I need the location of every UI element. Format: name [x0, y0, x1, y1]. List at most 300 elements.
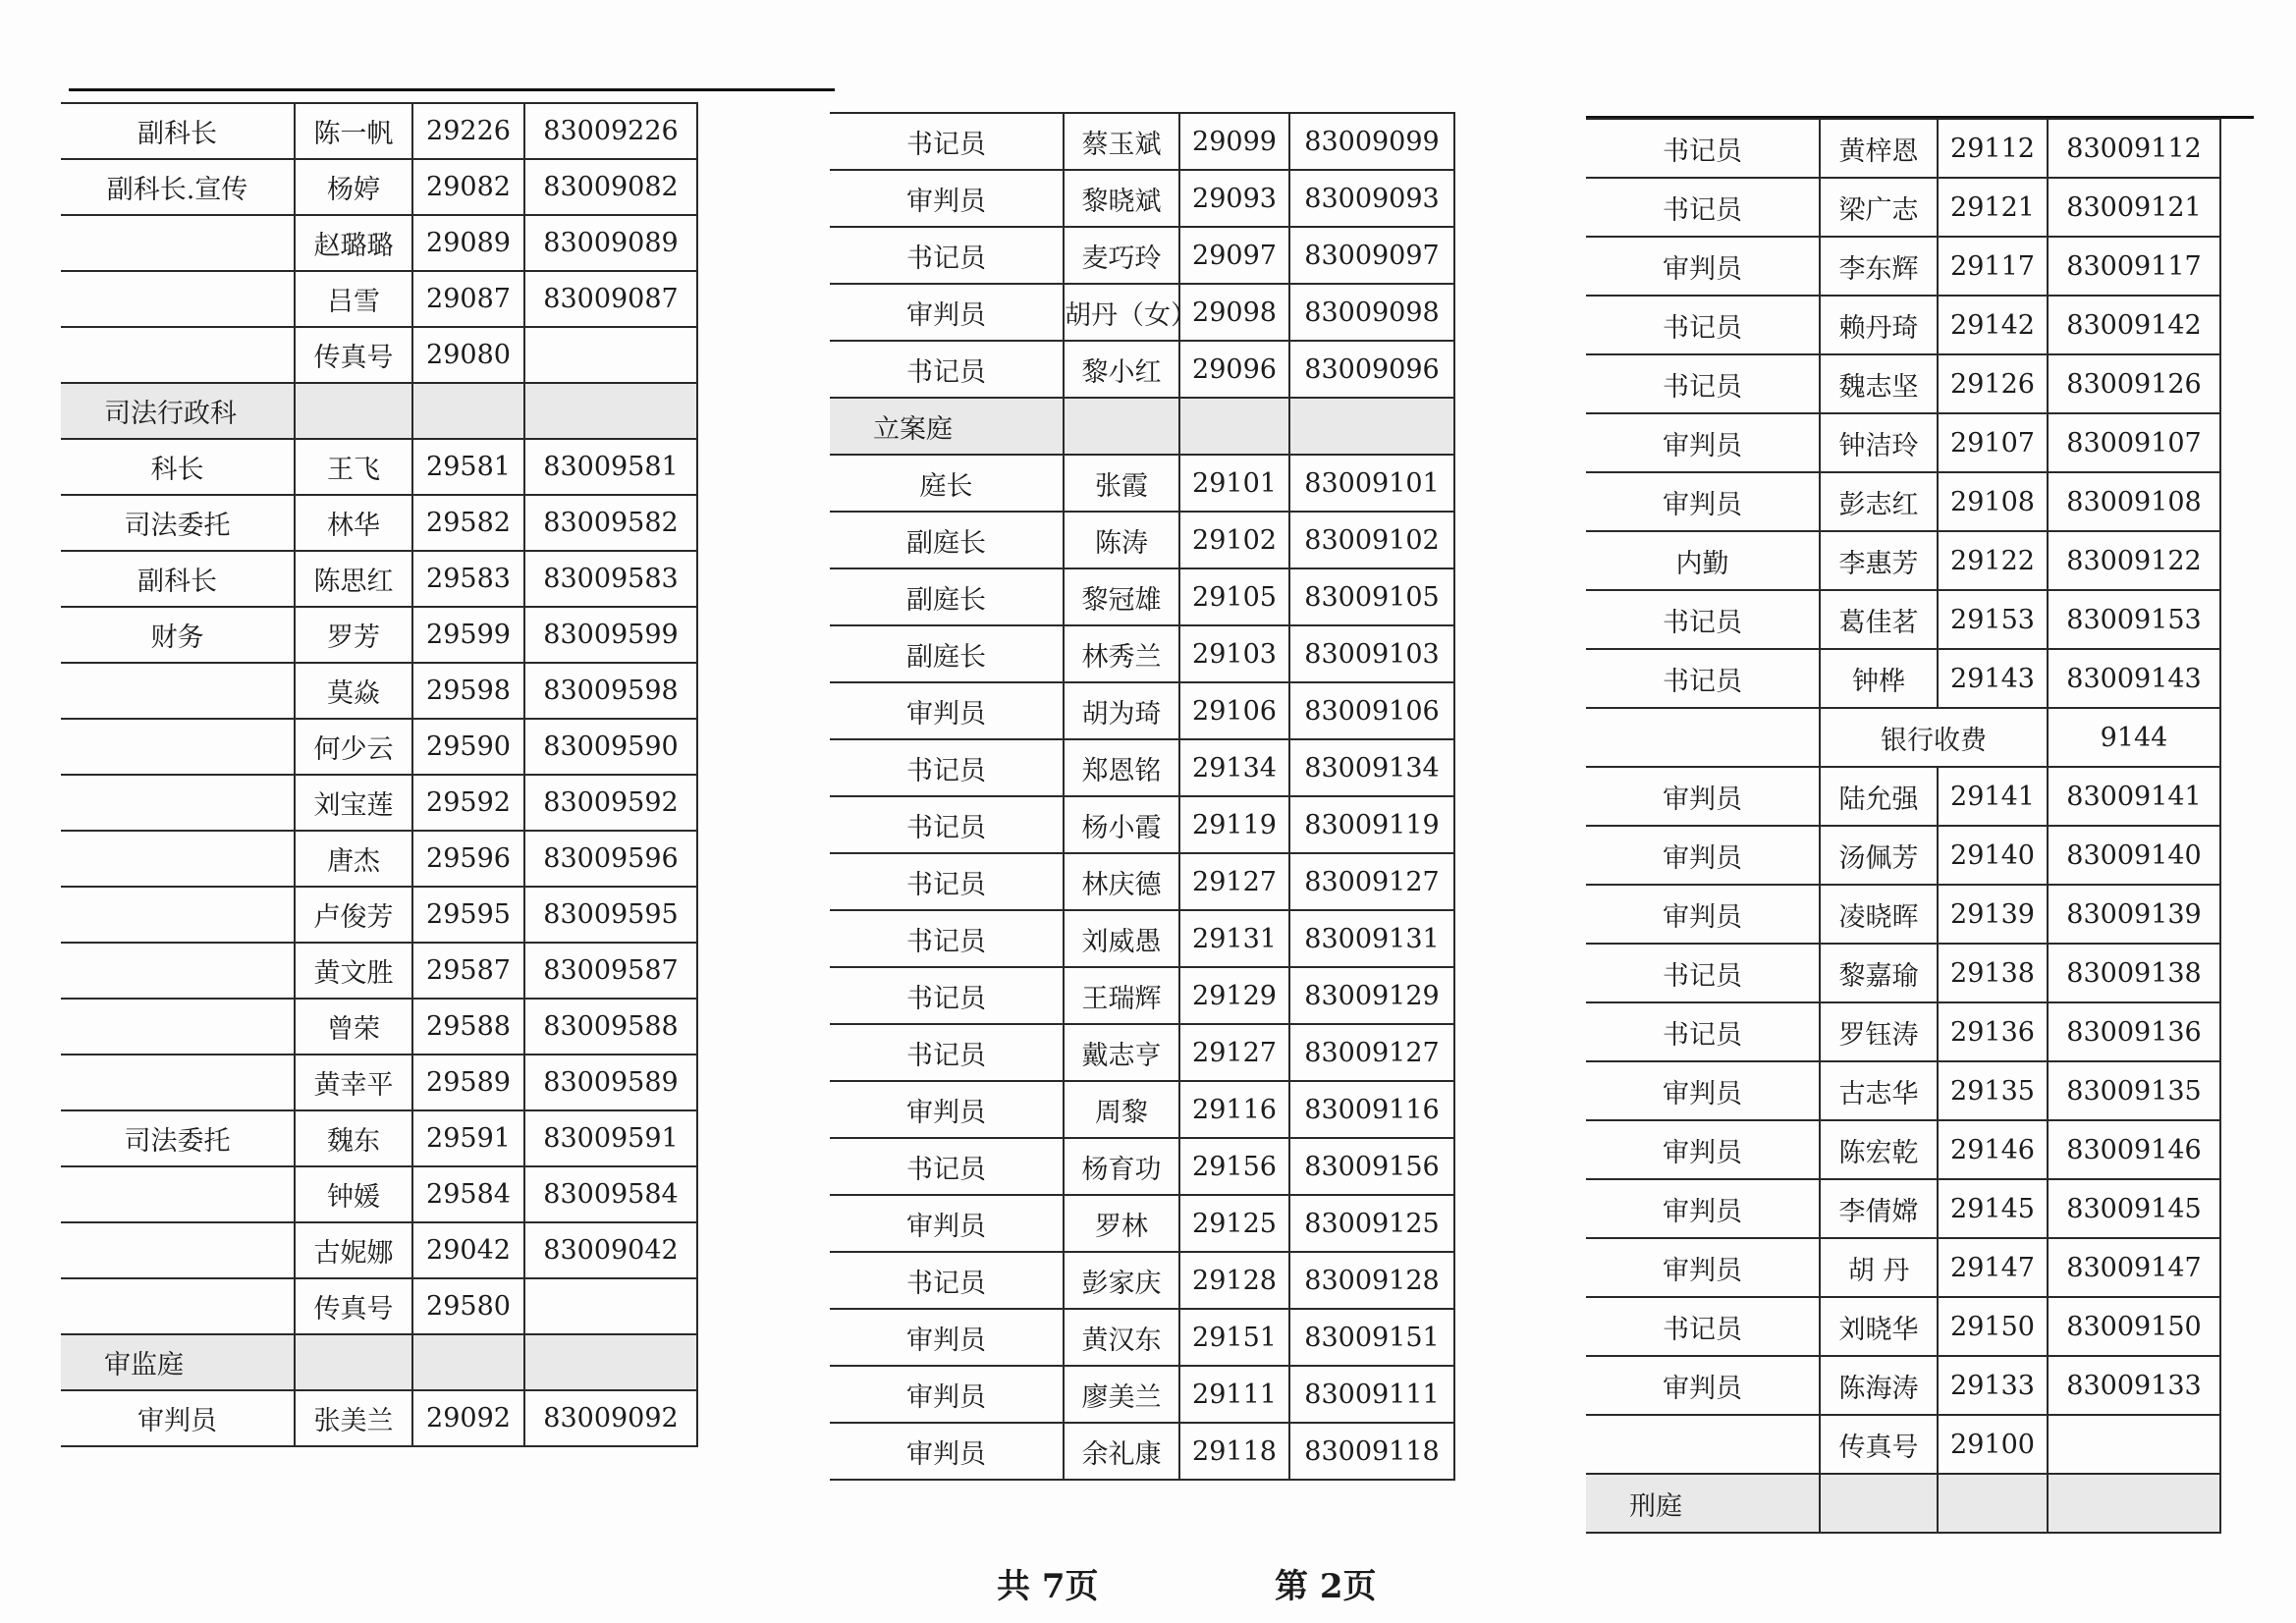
cell-ext: 29127	[1179, 853, 1289, 910]
cell-role: 司法委托	[61, 495, 295, 551]
cell-role	[61, 271, 295, 327]
cell-ext: 29100	[1938, 1415, 2048, 1474]
cell-name: 张美兰	[295, 1390, 412, 1446]
cell-name: 陈思红	[295, 551, 412, 607]
cell-name: 林秀兰	[1064, 625, 1179, 682]
cell-role: 书记员	[830, 910, 1064, 967]
section-row	[61, 383, 697, 439]
cell-phone: 83009590	[524, 719, 697, 775]
cell-ext: 29592	[412, 775, 524, 831]
cell-phone: 83009142	[2048, 296, 2220, 354]
cell-role: 审判员	[1586, 237, 1820, 296]
cell-role: 审判员	[1586, 1120, 1820, 1179]
cell-name: 林庆德	[1064, 853, 1179, 910]
cell-name: 汤佩芳	[1820, 826, 1938, 885]
table-row	[61, 887, 697, 943]
cell-ext	[1179, 398, 1289, 455]
table-row	[1586, 119, 2220, 178]
table-row	[61, 663, 697, 719]
cell-ext: 29101	[1179, 455, 1289, 512]
cell-phone: 83009581	[524, 439, 697, 495]
cell-phone: 83009226	[524, 103, 697, 159]
cell-ext: 29583	[412, 551, 524, 607]
cell-ext: 29133	[1938, 1356, 2048, 1415]
cell-role: 书记员	[1586, 296, 1820, 354]
cell-role	[61, 719, 295, 775]
table-row	[1586, 1002, 2220, 1061]
cell-role: 审判员	[1586, 413, 1820, 472]
cell-ext: 29140	[1938, 826, 2048, 885]
cell-phone: 83009097	[1289, 227, 1454, 284]
table-row	[830, 796, 1454, 853]
table-row	[1586, 1238, 2220, 1297]
cell-role: 书记员	[830, 967, 1064, 1024]
cell-name: 刘宝莲	[295, 775, 412, 831]
cell-phone: 83009096	[1289, 341, 1454, 398]
cell-name: 余礼康	[1064, 1423, 1179, 1480]
cell-phone	[1289, 398, 1454, 455]
cell-ext: 29582	[412, 495, 524, 551]
table-row	[1586, 1179, 2220, 1238]
table-row	[830, 625, 1454, 682]
cell-name: 杨小霞	[1064, 796, 1179, 853]
cell-role: 审判员	[830, 1309, 1064, 1366]
cell-phone: 83009082	[524, 159, 697, 215]
cell-phone: 83009122	[2048, 531, 2220, 590]
table-row	[1586, 178, 2220, 237]
cell-role: 书记员	[1586, 590, 1820, 649]
table-row	[1586, 1120, 2220, 1179]
cell-role: 书记员	[830, 1138, 1064, 1195]
cell-name: 张霞	[1064, 455, 1179, 512]
cell-role: 审判员	[830, 170, 1064, 227]
cell-phone	[524, 1334, 697, 1390]
cell-name: 赖丹琦	[1820, 296, 1938, 354]
cell-ext: 29147	[1938, 1238, 2048, 1297]
table-row	[61, 943, 697, 999]
cell-role: 审判员	[830, 1366, 1064, 1423]
cell-name: 林华	[295, 495, 412, 551]
cell-role: 审判员	[830, 284, 1064, 341]
cell-role: 书记员	[830, 739, 1064, 796]
table-row	[61, 215, 697, 271]
cell-ext: 29082	[412, 159, 524, 215]
table-row	[61, 551, 697, 607]
cell-role: 书记员	[1586, 1002, 1820, 1061]
table-row	[61, 831, 697, 887]
cell-ext: 29089	[412, 215, 524, 271]
table-row	[830, 739, 1454, 796]
table-row	[1586, 354, 2220, 413]
cell-ext: 29122	[1938, 531, 2048, 590]
cell-role	[1586, 708, 1820, 767]
cell-role: 审监庭	[61, 1334, 295, 1390]
table-row	[61, 607, 697, 663]
cell-phone: 83009583	[524, 551, 697, 607]
cell-phone	[2048, 1415, 2220, 1474]
cell-phone	[2048, 1474, 2220, 1533]
table-row	[830, 170, 1454, 227]
cell-role: 审判员	[1586, 767, 1820, 826]
cell-role: 书记员	[830, 1252, 1064, 1309]
cell-ext: 29581	[412, 439, 524, 495]
directory-table-3	[1586, 118, 2221, 1534]
cell-ext: 29599	[412, 607, 524, 663]
cell-name: 陈宏乾	[1820, 1120, 1938, 1179]
table-row	[830, 1195, 1454, 1252]
cell-role	[61, 943, 295, 999]
cell-name: 黄梓恩	[1820, 119, 1938, 178]
cell-ext	[412, 383, 524, 439]
table-row	[1586, 1356, 2220, 1415]
cell-role: 审判员	[1586, 885, 1820, 944]
table-row	[830, 910, 1454, 967]
section-row	[61, 1334, 697, 1390]
cell-ext: 29156	[1179, 1138, 1289, 1195]
cell-name: 黄文胜	[295, 943, 412, 999]
table-row	[1586, 413, 2220, 472]
cell-role	[61, 215, 295, 271]
cell-name: 卢俊芳	[295, 887, 412, 943]
cell-phone: 83009131	[1289, 910, 1454, 967]
cell-name: 黎晓斌	[1064, 170, 1179, 227]
cell-role: 内勤	[1586, 531, 1820, 590]
cell-phone	[524, 383, 697, 439]
cell-phone: 83009598	[524, 663, 697, 719]
cell-ext: 29128	[1179, 1252, 1289, 1309]
cell-name	[1820, 1474, 1938, 1533]
cell-role: 副庭长	[830, 625, 1064, 682]
table-row	[830, 1024, 1454, 1081]
cell-name: 吕雪	[295, 271, 412, 327]
cell-role: 审判员	[1586, 472, 1820, 531]
cell-phone: 83009133	[2048, 1356, 2220, 1415]
cell-name: 蔡玉斌	[1064, 113, 1179, 170]
cell-ext: 29108	[1938, 472, 2048, 531]
cell-phone: 83009582	[524, 495, 697, 551]
cell-name: 彭志红	[1820, 472, 1938, 531]
table-row	[830, 284, 1454, 341]
cell-phone: 83009099	[1289, 113, 1454, 170]
cell-phone: 83009128	[1289, 1252, 1454, 1309]
table-row	[1586, 531, 2220, 590]
cell-role: 刑庭	[1586, 1474, 1820, 1533]
cell-name: 莫焱	[295, 663, 412, 719]
cell-ext: 29589	[412, 1055, 524, 1110]
cell-name: 何少云	[295, 719, 412, 775]
cell-role: 副科长	[61, 551, 295, 607]
cell-ext: 29591	[412, 1110, 524, 1166]
cell-phone: 83009153	[2048, 590, 2220, 649]
cell-role: 立案庭	[830, 398, 1064, 455]
cell-phone: 83009089	[524, 215, 697, 271]
cell-name: 陆允强	[1820, 767, 1938, 826]
cell-phone: 83009146	[2048, 1120, 2220, 1179]
table-row	[1586, 1061, 2220, 1120]
table-row	[830, 1309, 1454, 1366]
cell-role	[61, 1166, 295, 1222]
cell-ext: 29145	[1938, 1179, 2048, 1238]
cell-ext: 29141	[1938, 767, 2048, 826]
cell-phone: 83009143	[2048, 649, 2220, 708]
directory-table-1	[61, 102, 698, 1447]
cell-name: 黄汉东	[1064, 1309, 1179, 1366]
cell-phone: 83009156	[1289, 1138, 1454, 1195]
cell-ext: 29119	[1179, 796, 1289, 853]
cell-ext: 29153	[1938, 590, 2048, 649]
cell-name: 戴志亨	[1064, 1024, 1179, 1081]
cell-name: 刘晓华	[1820, 1297, 1938, 1356]
cell-phone: 83009140	[2048, 826, 2220, 885]
table-row	[61, 1166, 697, 1222]
cell-name: 胡 丹	[1820, 1238, 1938, 1297]
cell-ext: 29099	[1179, 113, 1289, 170]
cell-phone: 83009125	[1289, 1195, 1454, 1252]
cell-ext: 29126	[1938, 354, 2048, 413]
table-row	[830, 341, 1454, 398]
cell-phone: 83009093	[1289, 170, 1454, 227]
table-row	[61, 103, 697, 159]
cell-role	[61, 999, 295, 1055]
cell-ext: 29112	[1938, 119, 2048, 178]
cell-role: 审判员	[1586, 1179, 1820, 1238]
cell-name: 李东辉	[1820, 237, 1938, 296]
cell-role	[61, 1278, 295, 1334]
cell-phone: 83009588	[524, 999, 697, 1055]
cell-name: 王瑞辉	[1064, 967, 1179, 1024]
cell-role	[61, 1055, 295, 1110]
cell-phone: 83009587	[524, 943, 697, 999]
cell-ext: 29098	[1179, 284, 1289, 341]
cell-role: 司法委托	[61, 1110, 295, 1166]
cell-ext: 29121	[1938, 178, 2048, 237]
cell-ext: 29590	[412, 719, 524, 775]
table-row	[1586, 237, 2220, 296]
cell-role: 审判员	[1586, 1238, 1820, 1297]
cell-phone: 83009589	[524, 1055, 697, 1110]
cell-role: 审判员	[61, 1390, 295, 1446]
table-row	[61, 1222, 697, 1278]
cell-name: 古志华	[1820, 1061, 1938, 1120]
table-row	[61, 159, 697, 215]
cell-name: 罗钰涛	[1820, 1002, 1938, 1061]
cell-role: 审判员	[1586, 826, 1820, 885]
table-row	[61, 439, 697, 495]
cell-role: 审判员	[1586, 1061, 1820, 1120]
cell-role: 书记员	[1586, 354, 1820, 413]
cell-phone: 83009145	[2048, 1179, 2220, 1238]
cell-role: 司法行政科	[61, 383, 295, 439]
cell-name: 罗林	[1064, 1195, 1179, 1252]
cell-name: 王飞	[295, 439, 412, 495]
table-row	[1586, 1297, 2220, 1356]
cell-phone: 83009599	[524, 607, 697, 663]
cell-ext: 29087	[412, 271, 524, 327]
cell-ext: 29131	[1179, 910, 1289, 967]
cell-ext: 29135	[1938, 1061, 2048, 1120]
table-row	[1586, 708, 2220, 767]
cell-ext: 29226	[412, 103, 524, 159]
cell-phone: 83009596	[524, 831, 697, 887]
cell-name: 古妮娜	[295, 1222, 412, 1278]
cell-ext: 29117	[1938, 237, 2048, 296]
cell-role: 庭长	[830, 455, 1064, 512]
table-row	[61, 495, 697, 551]
cell-phone: 83009127	[1289, 853, 1454, 910]
table-row	[1586, 885, 2220, 944]
cell-role: 财务	[61, 607, 295, 663]
cell-name: 钟洁玲	[1820, 413, 1938, 472]
cell-name: 郑恩铭	[1064, 739, 1179, 796]
cell-ext: 29093	[1179, 170, 1289, 227]
cell-role: 科长	[61, 439, 295, 495]
table-row	[830, 227, 1454, 284]
cell-name	[295, 383, 412, 439]
cell-phone	[524, 1278, 697, 1334]
cell-phone: 83009108	[2048, 472, 2220, 531]
cell-phone: 83009106	[1289, 682, 1454, 739]
cell-name: 传真号	[295, 1278, 412, 1334]
table-row	[1586, 944, 2220, 1002]
table-row	[830, 853, 1454, 910]
cell-phone: 83009595	[524, 887, 697, 943]
cell-name	[1064, 398, 1179, 455]
cell-phone: 83009134	[1289, 739, 1454, 796]
cell-phone: 83009126	[2048, 354, 2220, 413]
cell-phone: 83009117	[2048, 237, 2220, 296]
cell-name: 廖美兰	[1064, 1366, 1179, 1423]
cell-ext: 29136	[1938, 1002, 2048, 1061]
cell-role: 副庭长	[830, 568, 1064, 625]
cell-name: 传真号	[295, 327, 412, 383]
table-row	[830, 455, 1454, 512]
cell-phone: 83009584	[524, 1166, 697, 1222]
cell-phone: 83009111	[1289, 1366, 1454, 1423]
table-row	[1586, 472, 2220, 531]
section-row	[1586, 1474, 2220, 1533]
cell-phone: 83009087	[524, 271, 697, 327]
cell-ext: 29042	[412, 1222, 524, 1278]
table-row	[1586, 590, 2220, 649]
cell-name: 刘威愚	[1064, 910, 1179, 967]
cell-name: 钟桦	[1820, 649, 1938, 708]
cell-phone: 83009116	[1289, 1081, 1454, 1138]
table-row	[830, 1366, 1454, 1423]
cell-ext: 29146	[1938, 1120, 2048, 1179]
cell-phone: 83009119	[1289, 796, 1454, 853]
cell-phone: 83009092	[524, 1390, 697, 1446]
cell-ext: 29097	[1179, 227, 1289, 284]
cell-ext	[412, 1334, 524, 1390]
cell-name: 凌晓晖	[1820, 885, 1938, 944]
cell-role: 书记员	[1586, 1297, 1820, 1356]
cell-phone: 83009101	[1289, 455, 1454, 512]
cell-ext: 29107	[1938, 413, 2048, 472]
cell-ext: 29092	[412, 1390, 524, 1446]
cell-role: 副庭长	[830, 512, 1064, 568]
cell-name: 胡丹（女）	[1064, 284, 1179, 341]
cell-ext: 29580	[412, 1278, 524, 1334]
cell-role	[61, 887, 295, 943]
cell-role: 书记员	[830, 853, 1064, 910]
cell-name	[295, 1334, 412, 1390]
cell-name: 钟媛	[295, 1166, 412, 1222]
cell-phone: 9144	[2048, 708, 2220, 767]
cell-role: 书记员	[1586, 944, 1820, 1002]
table-row	[1586, 1415, 2220, 1474]
cell-ext: 29105	[1179, 568, 1289, 625]
table-row	[61, 1390, 697, 1446]
cell-name: 魏志坚	[1820, 354, 1938, 413]
table-row	[830, 1252, 1454, 1309]
cell-role: 书记员	[1586, 649, 1820, 708]
cell-name: 黎嘉瑜	[1820, 944, 1938, 1002]
table-row	[830, 1138, 1454, 1195]
cell-phone: 83009147	[2048, 1238, 2220, 1297]
cell-phone: 83009042	[524, 1222, 697, 1278]
cell-name: 胡为琦	[1064, 682, 1179, 739]
cell-role	[1586, 1415, 1820, 1474]
table-row	[830, 512, 1454, 568]
directory-table-2	[830, 112, 1455, 1481]
cell-ext	[1938, 1474, 2048, 1533]
cell-role: 审判员	[830, 682, 1064, 739]
cell-ext: 29134	[1179, 739, 1289, 796]
section-row	[830, 398, 1454, 455]
cell-name: 李倩嫦	[1820, 1179, 1938, 1238]
cell-name: 梁广志	[1820, 178, 1938, 237]
cell-role	[61, 1222, 295, 1278]
cell-ext: 29150	[1938, 1297, 2048, 1356]
cell-role: 审判员	[1586, 1356, 1820, 1415]
cell-ext: 29127	[1179, 1024, 1289, 1081]
cell-ext: 29588	[412, 999, 524, 1055]
cell-ext: 29118	[1179, 1423, 1289, 1480]
cell-role: 书记员	[830, 796, 1064, 853]
cell-name: 李惠芳	[1820, 531, 1938, 590]
cell-phone: 83009118	[1289, 1423, 1454, 1480]
table-row	[1586, 296, 2220, 354]
cell-ext: 29596	[412, 831, 524, 887]
table-row	[1586, 826, 2220, 885]
cell-role: 副科长.宣传	[61, 159, 295, 215]
cell-role: 副科长	[61, 103, 295, 159]
cell-phone: 83009150	[2048, 1297, 2220, 1356]
cell-role: 审判员	[830, 1081, 1064, 1138]
table-row	[830, 568, 1454, 625]
cell-name: 罗芳	[295, 607, 412, 663]
cell-phone: 83009135	[2048, 1061, 2220, 1120]
table-row	[61, 1055, 697, 1110]
cell-ext: 29587	[412, 943, 524, 999]
cell-role: 书记员	[830, 113, 1064, 170]
cell-phone	[524, 327, 697, 383]
cell-role	[61, 775, 295, 831]
cell-name: 陈海涛	[1820, 1356, 1938, 1415]
table-row	[61, 1278, 697, 1334]
cell-name: 杨婷	[295, 159, 412, 215]
top-rule-left	[69, 88, 835, 91]
cell-ext: 29138	[1938, 944, 2048, 1002]
table-row	[1586, 649, 2220, 708]
cell-name: 黄幸平	[295, 1055, 412, 1110]
table-row	[830, 1081, 1454, 1138]
table-row	[830, 967, 1454, 1024]
cell-phone: 83009591	[524, 1110, 697, 1166]
cell-phone: 83009121	[2048, 178, 2220, 237]
cell-phone: 83009151	[1289, 1309, 1454, 1366]
cell-name: 赵璐璐	[295, 215, 412, 271]
